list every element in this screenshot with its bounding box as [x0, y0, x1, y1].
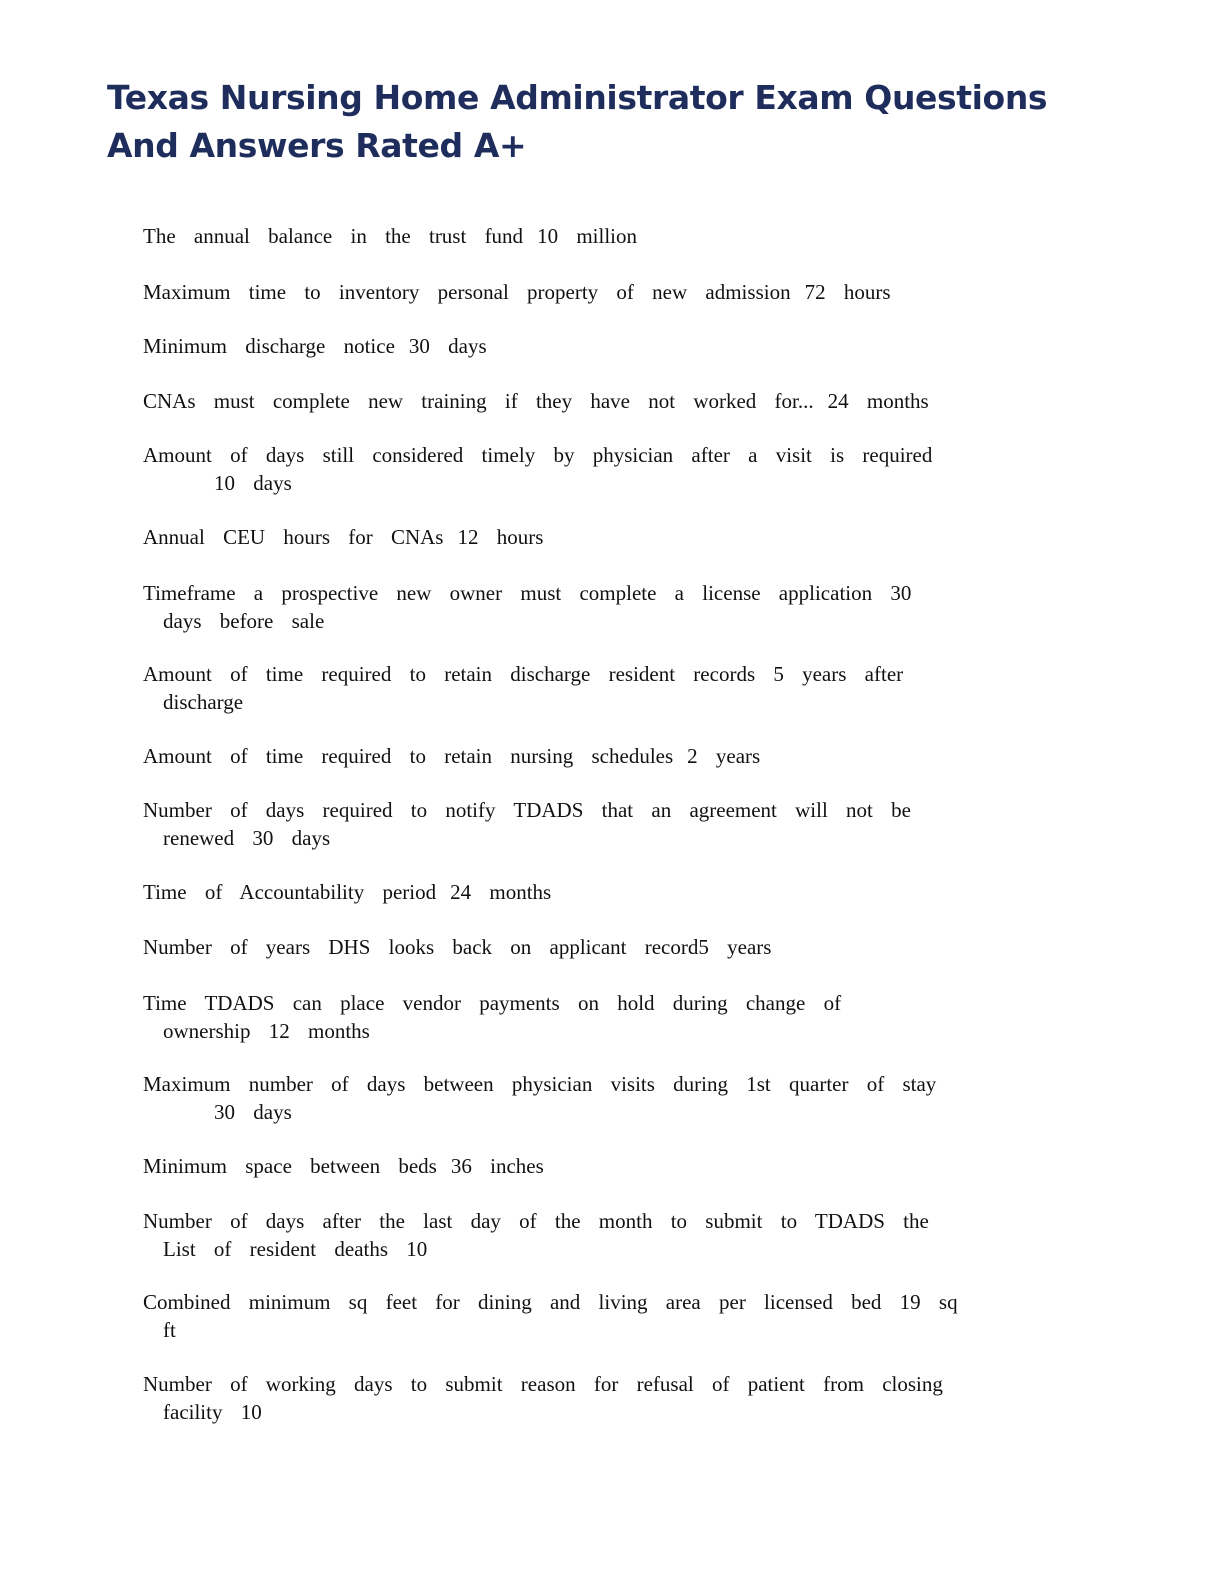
- answer-text: discharge: [163, 690, 244, 714]
- qa-item: [143, 878, 1078, 906]
- question-text: The annual balance in the trust fund: [143, 224, 524, 248]
- qa-item: [143, 796, 1078, 852]
- qa-item: [143, 989, 1078, 1045]
- answer-text: ownership 12 months: [163, 1019, 370, 1043]
- question-text: Number of days required to notify TDADS that an agreement will not be: [143, 798, 911, 822]
- qa-item: [143, 387, 1078, 415]
- answer-text: 72 hours: [804, 280, 891, 304]
- qa-item: [143, 523, 1078, 551]
- question-text: Amount of time required to retain nursing schedules: [143, 744, 674, 768]
- question-text: Annual CEU hours for CNAs: [143, 525, 444, 549]
- answer-text: List of resident deaths 10: [163, 1237, 428, 1261]
- qa-item: [143, 278, 1078, 306]
- answer-text: 24 months: [450, 880, 552, 904]
- question-text: Combined minimum sq feet for dining and living area per licensed bed 19 sq: [143, 1290, 958, 1314]
- qa-item: [143, 1070, 1078, 1126]
- question-text: CNAs must complete new training if they have not worked for...: [143, 389, 814, 413]
- question-text: Amount of time required to retain discharge resident records 5 years after: [143, 662, 904, 686]
- question-text: Number of working days to submit reason for refusal of patient from closing: [143, 1372, 943, 1396]
- question-text: Number of years DHS looks back on applicant record5 years: [143, 935, 772, 959]
- qa-item: [143, 660, 1078, 716]
- qa-item: [143, 1288, 1078, 1344]
- question-text: Maximum time to inventory personal property of new admission: [143, 280, 791, 304]
- question-text: Maximum number of days between physician visits during 1st quarter of stay: [143, 1072, 937, 1096]
- question-text: Number of days after the last day of the month to submit to TDADS the: [143, 1209, 929, 1233]
- qa-item: [143, 579, 1078, 635]
- qa-item: [143, 1370, 1078, 1426]
- answer-text: 30 days: [408, 334, 487, 358]
- qa-item: [143, 222, 1078, 250]
- answer-text: ft: [163, 1318, 176, 1342]
- qa-item: [143, 933, 1078, 961]
- qa-item: [143, 441, 1078, 497]
- answer-text: 2 years: [687, 744, 761, 768]
- question-text: Amount of days still considered timely by physician after a visit is required: [143, 443, 933, 467]
- answer-text: renewed 30 days: [163, 826, 331, 850]
- question-text: Time TDADS can place vendor payments on hold during change of: [143, 991, 842, 1015]
- answer-text: 24 months: [827, 389, 929, 413]
- answer-text: 10 million: [537, 224, 637, 248]
- question-text: Timeframe a prospective new owner must complete a license application 30: [143, 581, 912, 605]
- qa-item: [143, 1207, 1078, 1263]
- document-title: Texas Nursing Home Administrator Exam Questions And Answers Rated A+: [107, 78, 1048, 165]
- question-text: Minimum discharge notice: [143, 334, 395, 358]
- question-text: Time of Accountability period: [143, 880, 437, 904]
- answer-text: facility 10: [163, 1400, 262, 1424]
- answer-text: days before sale: [163, 609, 325, 633]
- qa-item: [143, 1152, 1078, 1180]
- qa-item: [143, 742, 1078, 770]
- answer-text: 12 hours: [457, 525, 544, 549]
- question-text: Minimum space between beds: [143, 1154, 437, 1178]
- answer-text: 36 inches: [450, 1154, 544, 1178]
- answer-text: 30 days: [214, 1100, 292, 1124]
- answer-text: 10 days: [214, 471, 292, 495]
- qa-item: [143, 332, 1078, 360]
